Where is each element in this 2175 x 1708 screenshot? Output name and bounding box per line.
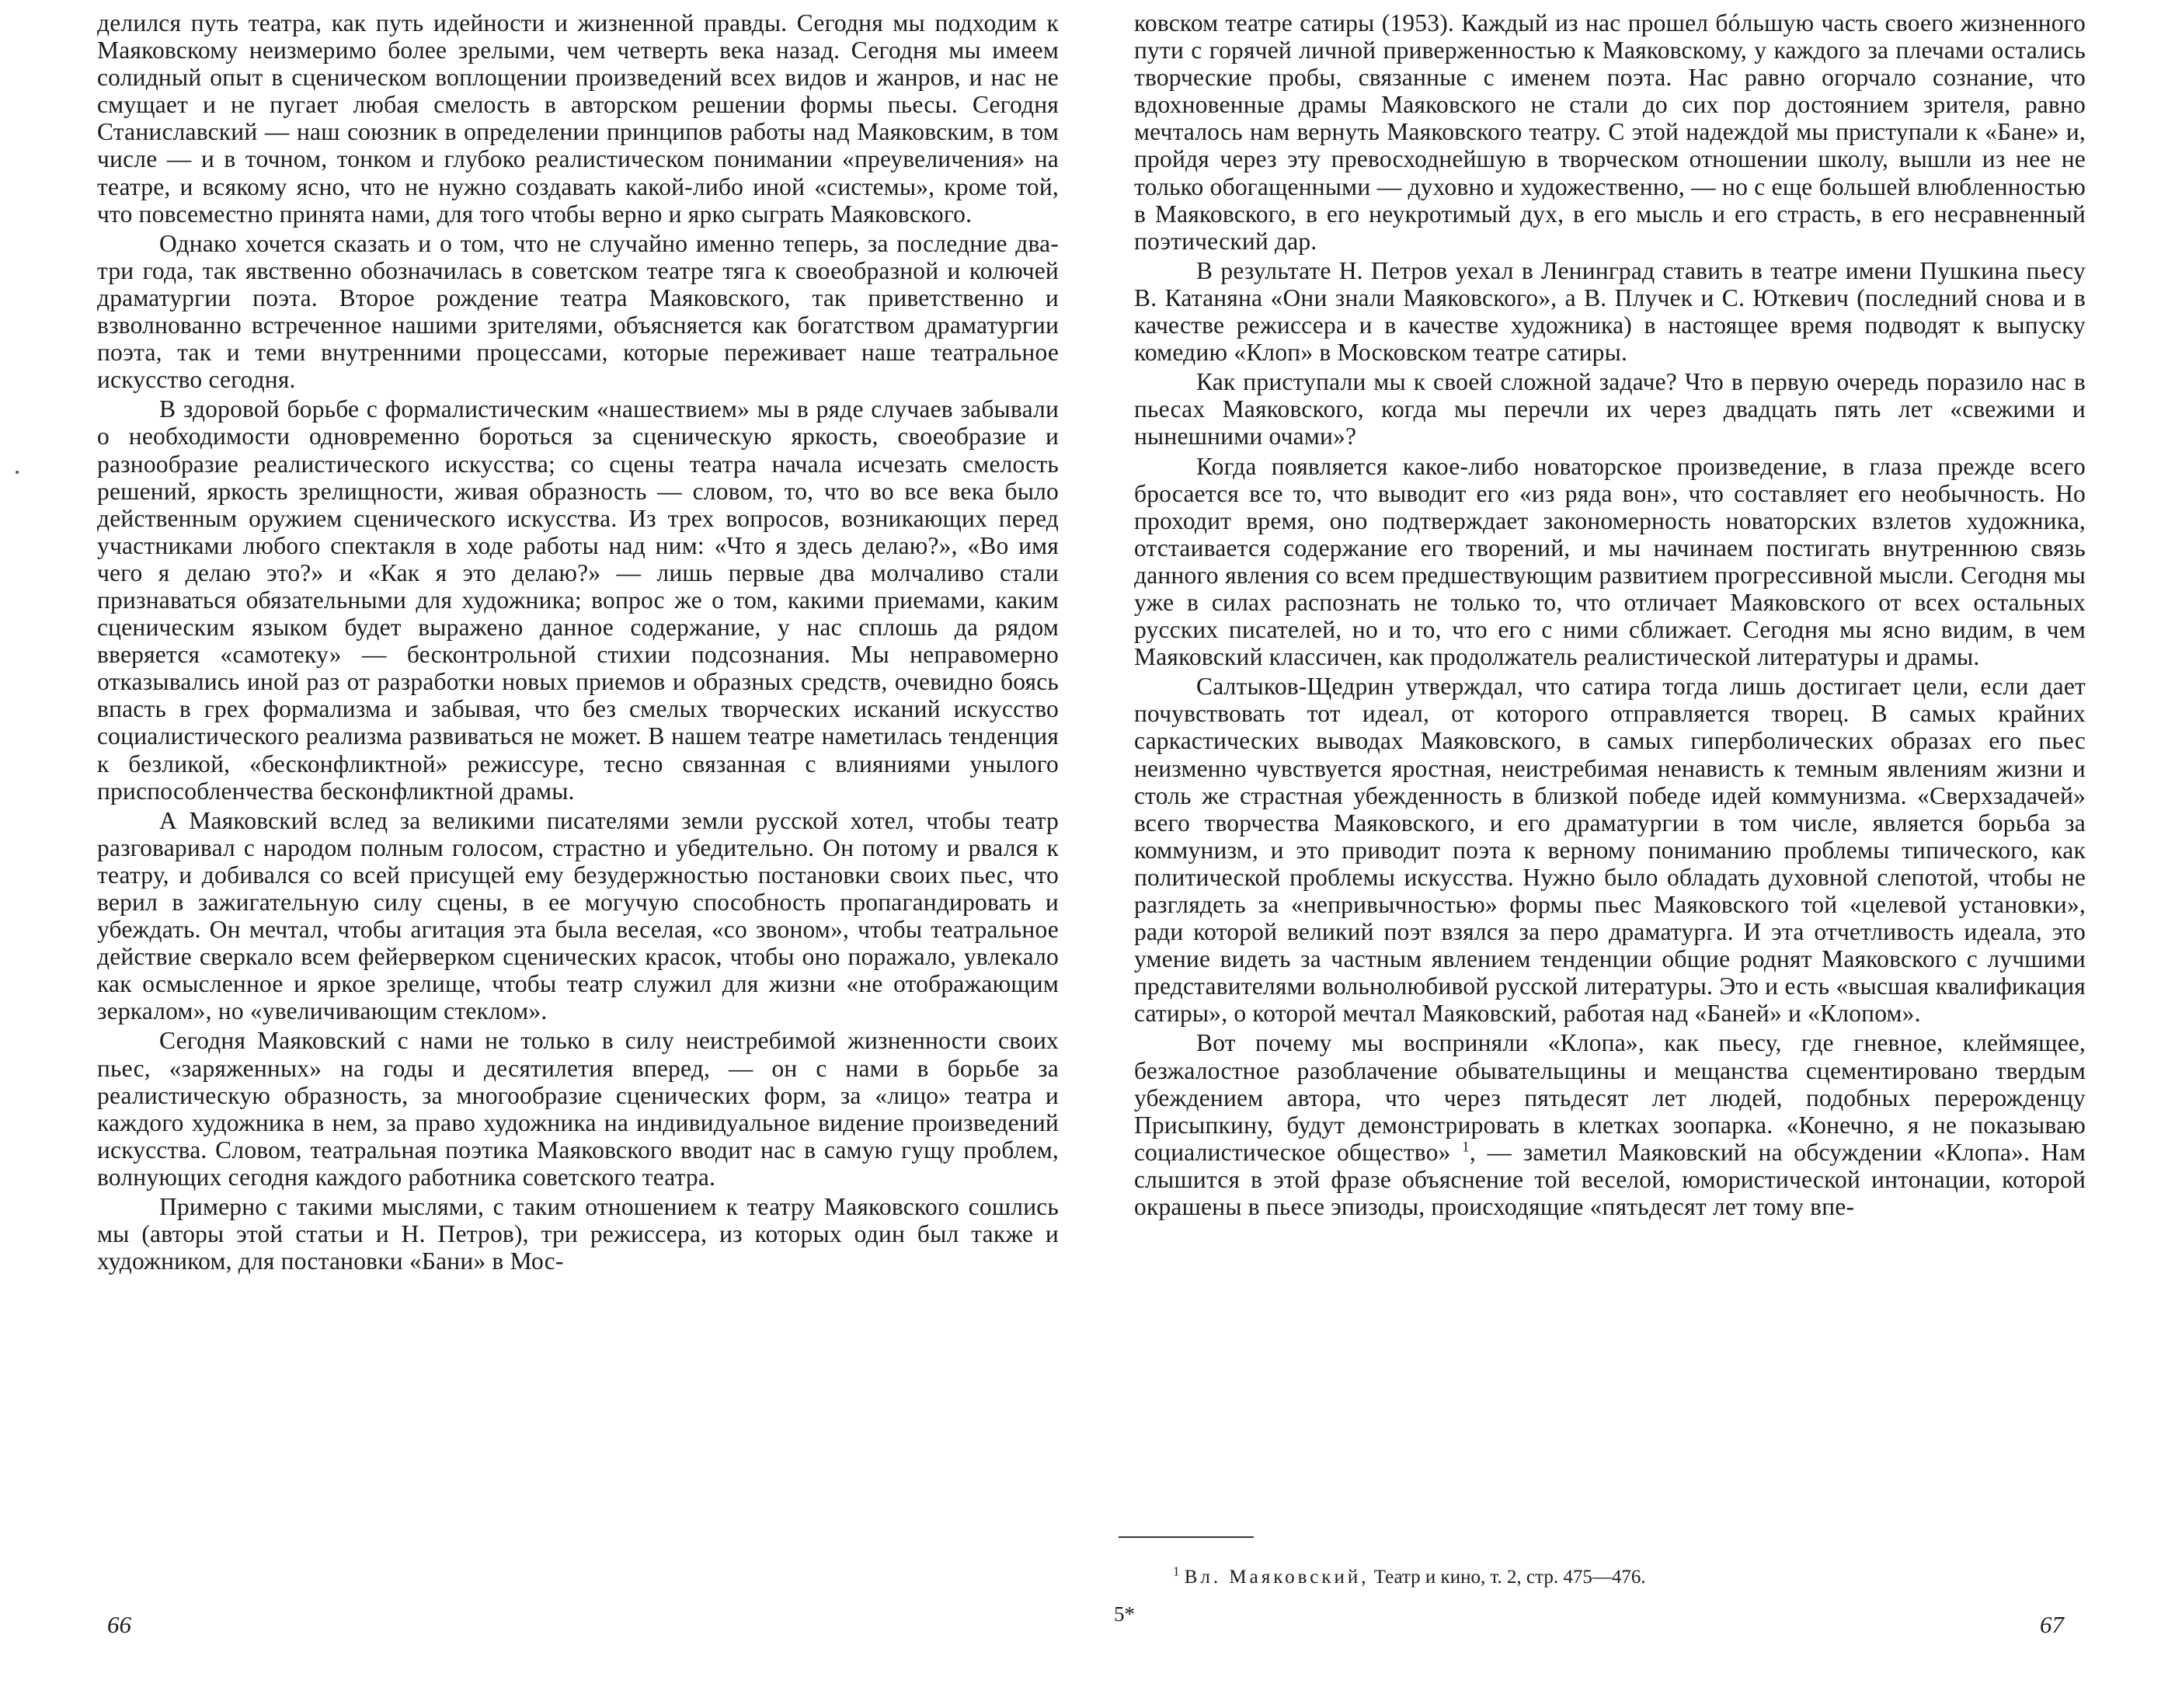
paragraph: Примерно с такими мыслями, с таким отношением к театру Маяковского сошлись мы (авторы этой статьи и Н. Петров), три режиссера, из которых один был также и художником, для постановки «Бани» в Мос- [97, 1193, 1059, 1275]
left-text-column [97, 9, 1059, 1275]
page-number-left: 66 [107, 1611, 131, 1638]
paragraph: Салтыков-Щедрин утверждал, что сатира тогда лишь достигает цели, если дает почувствовать тот идеал, от которого отправляется творец. В самых крайних саркастических выводах Маяковского, в самых гиперболических образах его пьес неизменно чувствуется яростная, неистребимая ненависть к темным явлениям жизни и столь же страстная убежденность в близкой победе идей коммунизма. «Сверхзадачей» всего творчества Маяковского, и его драматургии в том числе, является борьба за коммунизм, и это приводит поэта к верному пониманию проблемы типического, как политической проблемы искусства. Нужно было обладать духовной слепотой, чтобы не разглядеть за «непривычностью» формы пьес Маяковского той «целевой установки», ради которой великий поэт взялся за перо драматурга. И эта отчетливость идеала, это умение видеть за частным явлением тенденции общие роднят Маяковского с лучшими представителями вольнолюбивой русской литературы. Это и есть «высшая квалификация сатиры», о которой мечтал Маяковский, работая над «Баней» и «Клопом». [1134, 673, 2086, 1028]
signature-mark: 5* [1114, 1602, 1135, 1626]
paragraph: ковском театре сатиры (1953). Каждый из нас прошел бóльшую часть своего жизненного пути с горячей личной приверженностью к Маяковскому, у каждого за плечами остались творческие пробы, связанные с именем поэта. Нас равно огорчало сознание, что вдохновенные драмы Маяковского не стали до сих пор достоянием зрителя, равно мечталось нам вернуть Маяковского театру. С этой надеждой мы приступали к «Бане» и, пройдя через эту превосходнейшую в творческом отношении школу, вышли из нее не только обогащенными — духовно и художественно, — но с еще большей влюбленностью в Маяковского, в его неукротимый дух, в его мысль и его страсть, в его несравненный поэтический дар. [1134, 9, 2086, 255]
paragraph: делился путь театра, как путь идейности и жизненной правды. Сегодня мы подходим к Маяковскому неизмеримо более зрелыми, чем четверть века назад. Сегодня мы имеем солидный опыт в сценическом воплощении произведений всех видов и жанров, и нас не смущает и не пугает любая смелость в авторском решении формы пьесы. Сегодня Станиславский — наш союзник в определении принципов работы над Маяковским, в том числе — и в точном, тонком и глубоко реалистическом понимании «преувеличения» на театре, и всякому ясно, что не нужно создавать какой-либо иной «системы», кроме той, что повсеместно принята нами, для того чтобы верно и ярко сыграть Маяковского. [97, 9, 1059, 228]
footnote-reference[interactable]: 1 [1462, 1139, 1470, 1156]
print-speck [16, 471, 19, 474]
paragraph: Как приступали мы к своей сложной задаче? Что в первую очередь поразило нас в пьесах Маяковского, когда мы перечли их через двадцать пять лет «свежими и нынешними очами»? [1134, 368, 2086, 450]
paragraph: Сегодня Маяковский с нами не только в силу неистребимой жизненности своих пьес, «заряженных» на годы и десятилетия вперед, — он с нами в борьбе за реалистическую образность, за многообразие сценических форм, за «лицо» театра и каждого художника в нем, за право художника на индивидуальное видение произведений искусства. Словом, театральная поэтика Маяковского вводит нас в самую гущу проблем, волнующих сегодня каждого работника советского театра. [97, 1027, 1059, 1191]
paragraph: Однако хочется сказать и о том, что не случайно именно теперь, за последние два-три года, так явственно обозначилась в советском театре тяга к своеобразной и колючей драматургии поэта. Второе рождение театра Маяковского, так приветственно и взволнованно встреченное нашими зрителями, объясняется как богатством драматургии поэта, так и теми внутренними процессами, которые переживает наше театральное искусство сегодня. [97, 229, 1059, 394]
paragraph: Вот почему мы восприняли «Клопа», как пьесу, где гневное, клеймящее, безжалостное разоблачение обывательщины и мещанства сцементировано твердым убеждением автора, что через пятьдесят лет людей, подобных перерожденцу Присыпкину, будут демонстрировать в клетках зоопарка. «Конечно, я не показываю социалистическое общество» $^1$, — заметил Маяковский на обсуждении «Клопа». Нам слышится в этой фразе объяснение той веселой, юмористической интонации, которой окрашены в пьесе эпизоды, происходящие «пятьдесят лет тому впе- [1134, 1029, 2086, 1221]
footnote-rule [1119, 1536, 1254, 1538]
page-number-right: 67 [2040, 1611, 2064, 1638]
paragraph: В результате Н. Петров уехал в Ленинград ставить в театре имени Пушкина пьесу В. Катаняна «Они знали Маяковского», а В. Плучек и С. Юткевич (последний снова и в качестве режиссера и в качестве художника) в настоящее время подводят к выпуску комедию «Клоп» в Московском театре сатиры. [1134, 256, 2086, 367]
paragraph: Когда появляется какое-либо новаторское произведение, в глаза прежде всего бросается все то, что выводит его «из ряда вон», что составляет его необычность. Но проходит время, оно подтверждает закономерность новаторских взлетов художника, отстаивается содержание его творений, и мы начинаем постигать внутреннюю связь данного явления со всем предшествующим развитием прогрессивной мысли. Сегодня мы уже в силах распознать не только то, что отличает Маяковского от всех остальных русских писателей, но и то, что его с ними сближает. Сегодня мы ясно видим, в чем Маяковский классичен, как продолжатель реалистической литературы и драмы. [1134, 452, 2086, 671]
footnote-marker: 1 [1173, 1564, 1180, 1579]
footnote-text: Театр и кино, т. 2, стр. 475—476. [1369, 1567, 1646, 1588]
paragraph: А Маяковский вслед за великими писателями земли русской хотел, чтобы театр разговаривал с народом полным голосом, страстно и убедительно. Он потому и рвался к театру, и добивался со всей присущей ему безудержностью постановки своих пьес, что верил в зажигательную силу сцены, в ее могучую способность пропагандировать и убеждать. Он мечтал, чтобы агитация эта была веселая, «со звоном», чтобы театральное действие сверкало всем фейерверком сценических красок, чтобы оно поражало, увлекало как осмысленное и яркое зрелище, чтобы театр служил для жизни «не отображающим зеркалом», но «увеличивающим стеклом». [97, 806, 1059, 1025]
footnote-author: Вл. Маяковский, [1184, 1567, 1369, 1588]
right-page [1088, 0, 2175, 1708]
footnote [1173, 1566, 1872, 1589]
right-text-column [1134, 9, 2086, 1220]
paragraph: В здоровой борьбе с формалистическим «нашествием» мы в ряде случаев забывали о необходимости одновременно бороться за сценическую яркость, своеобразие и разнообразие реалистического искусства; со сцены театра начала исчезать смелость решений, яркость зрелищности, живая образность — словом, то, что во все века было действенным оружием сценического искусства. Из трех вопросов, возникающих перед участниками любого спектакля в ходе работы над ним: «Что я здесь делаю?», «Во имя чего я делаю это?» и «Как я это делаю?» — лишь первые два молчаливо стали признаваться обязательными для художника; вопрос же о том, какими приемами, каким сценическим языком будет выражено данное содержание, у нас сплошь да рядом вверяется «самотеку» — бесконтрольной стихии подсознания. Мы неправомерно отказывались иной раз от разработки новых приемов и образных средств, очевидно боясь впасть в грех формализма и забывая, что без смелых творческих исканий искусство социалистического реализма развиваться не может. В нашем театре наметилась тенденция к безликой, «бесконфликтной» режиссуре, тесно связанная с влияниями унылого приспособленчества бесконфликтной драмы. [97, 395, 1059, 805]
